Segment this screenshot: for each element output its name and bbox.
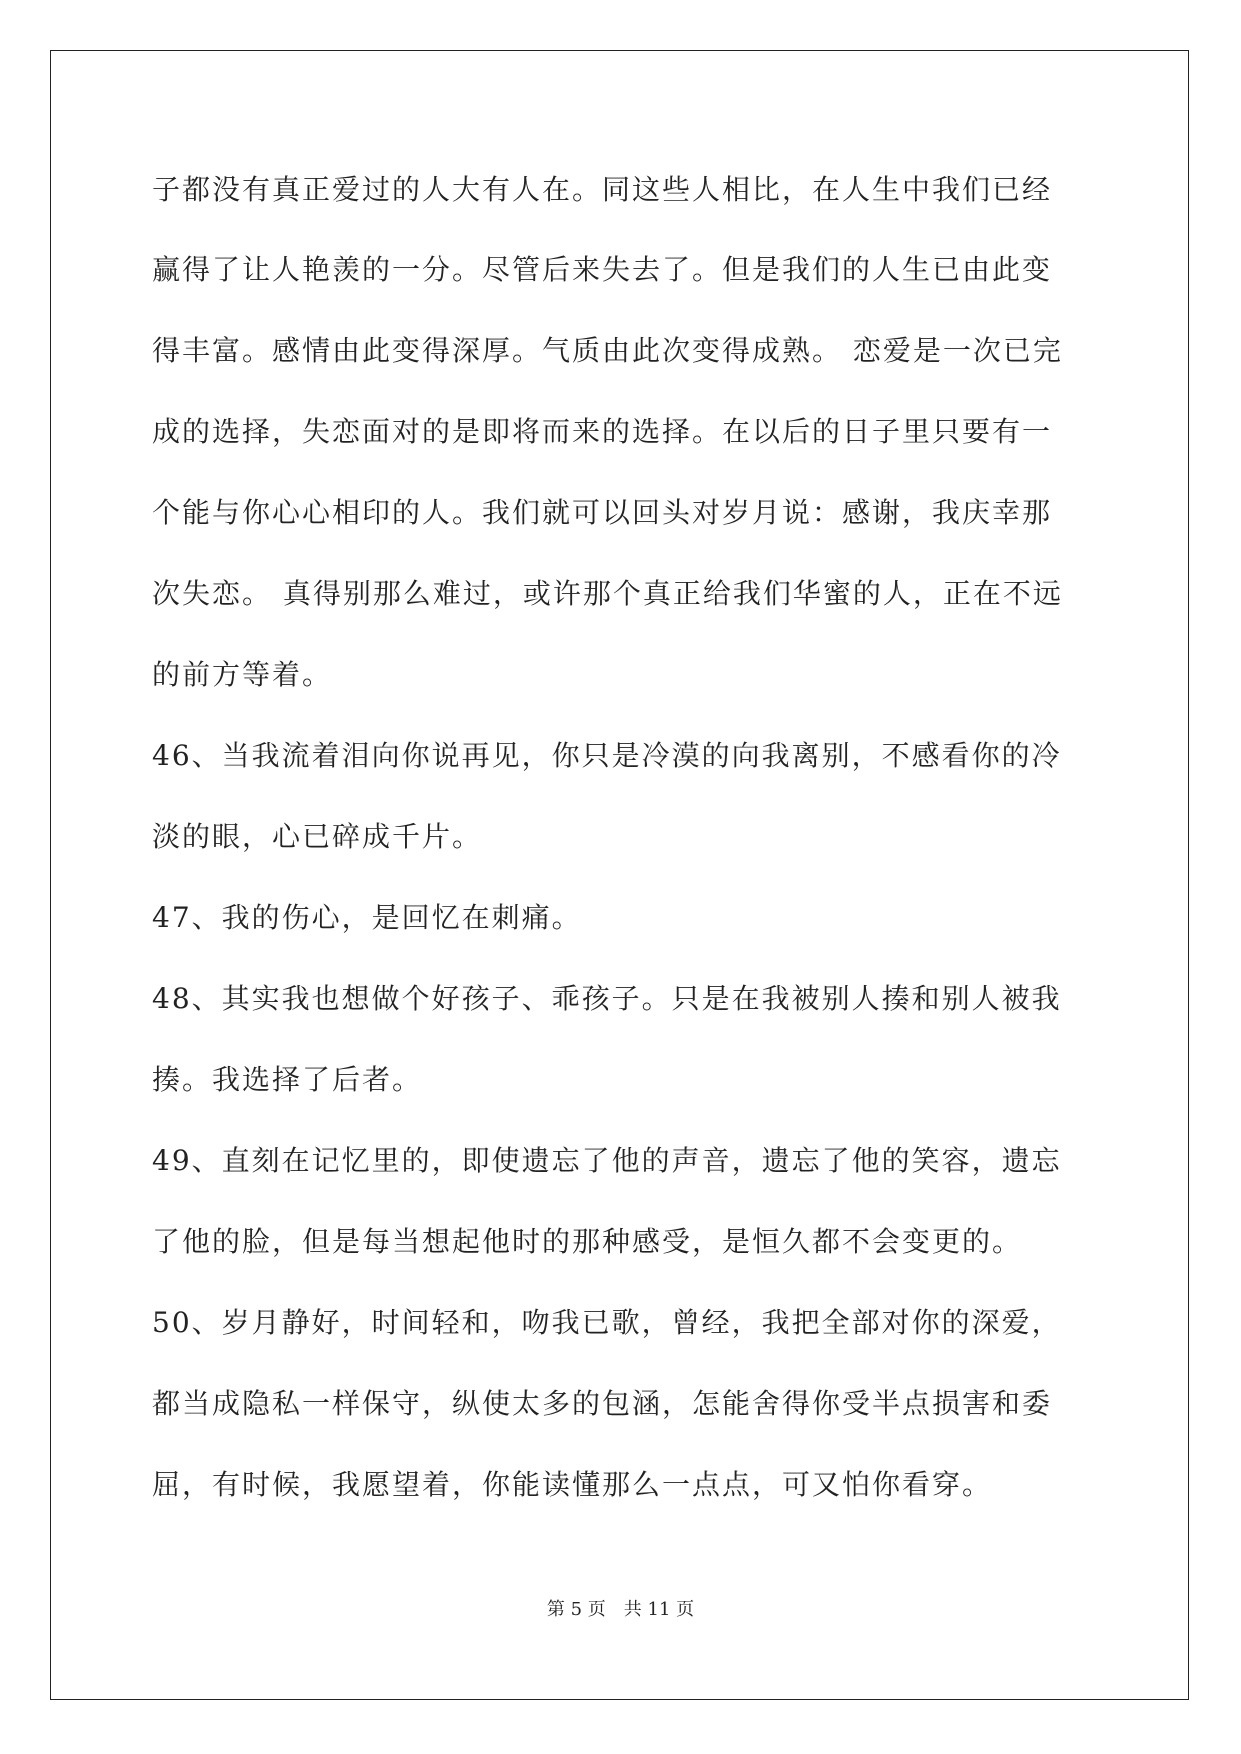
text-line: 的前方等着。 <box>152 658 333 691</box>
text-line: 屈，有时候，我愿望着，你能读懂那么一点点，可又怕你看穿。 <box>152 1468 993 1501</box>
list-item-46: 46、当我流着泪向你说再见，你只是冷漠的向我离别，不感看你的冷 <box>152 739 1062 772</box>
list-item-47: 47、我的伤心，是回忆在刺痛。 <box>152 901 582 934</box>
list-item-50: 50、岁月静好，时间轻和，吻我已歌，曾经，我把全部对你的深爱， <box>152 1306 1062 1339</box>
text-line: 了他的脸，但是每当想起他时的那种感受，是恒久都不会变更的。 <box>152 1225 1023 1258</box>
text-line: 都当成隐私一样保守，纵使太多的包涵，怎能舍得你受半点损害和委 <box>152 1387 1053 1420</box>
page-number-footer: 第 5 页 共 11 页 <box>546 1599 695 1620</box>
text-line: 个能与你心心相印的人。我们就可以回头对岁月说：感谢，我庆幸那 <box>152 496 1053 529</box>
list-item-49: 49、直刻在记忆里的，即使遗忘了他的声音，遗忘了他的笑容，遗忘 <box>152 1144 1062 1177</box>
text-line: 子都没有真正爱过的人大有人在。同这些人相比，在人生中我们已经 <box>152 173 1053 206</box>
text-line: 淡的眼，心已碎成千片。 <box>152 820 483 853</box>
text-line: 赢得了让人艳羡的一分。尽管后来失去了。但是我们的人生已由此变 <box>152 253 1053 286</box>
list-item-48: 48、其实我也想做个好孩子、乖孩子。只是在我被别人揍和别人被我 <box>152 982 1062 1015</box>
text-line: 成的选择，失恋面对的是即将而来的选择。在以后的日子里只要有一 <box>152 415 1053 448</box>
page-border <box>50 50 1189 1700</box>
text-line: 揍。我选择了后者。 <box>152 1063 423 1096</box>
text-line: 得丰富。感情由此变得深厚。气质由此次变得成熟。 恋爱是一次已完 <box>152 334 1063 367</box>
text-line: 次失恋。 真得别那么难过，或许那个真正给我们华蜜的人，正在不远 <box>152 577 1063 610</box>
